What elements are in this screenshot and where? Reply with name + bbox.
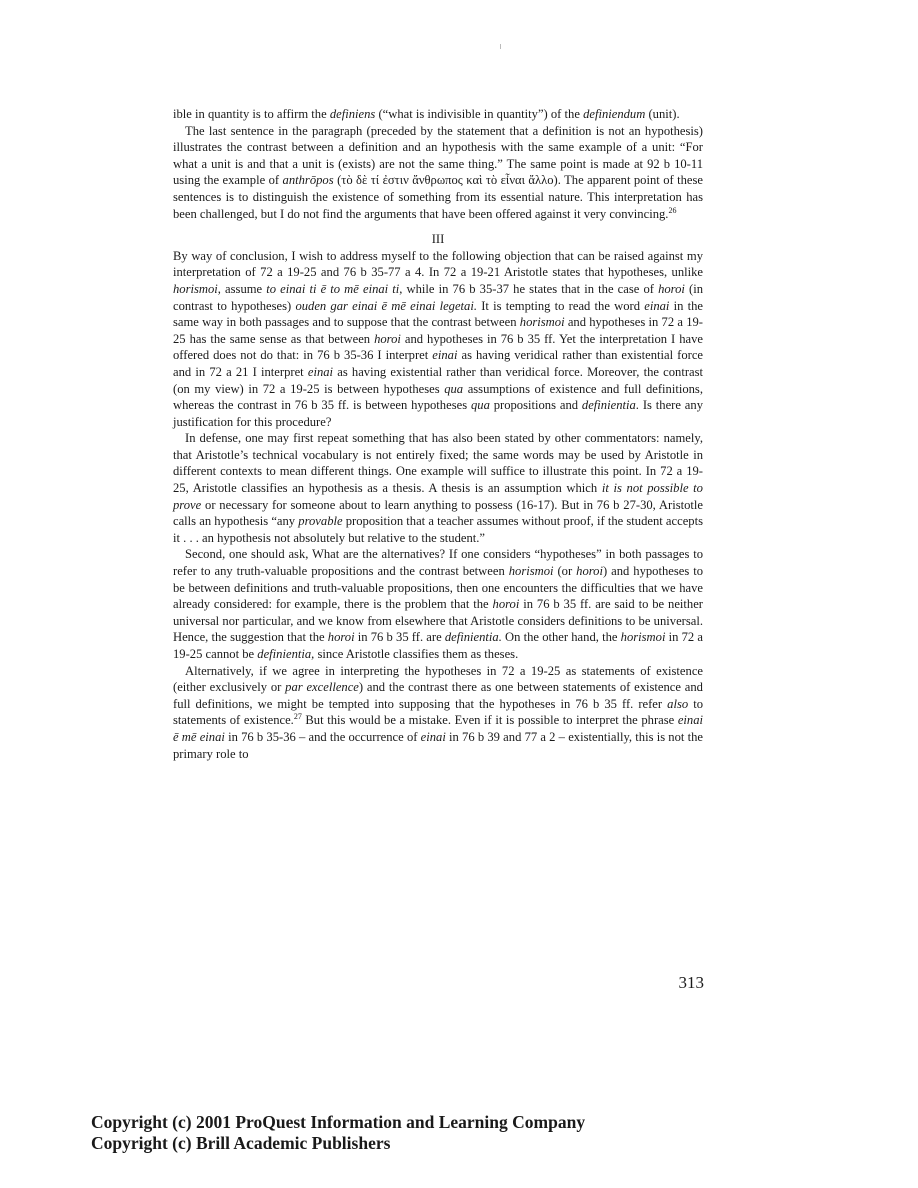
copyright-line-1: Copyright (c) 2001 ProQuest Information and Learning Company (91, 1112, 586, 1132)
paragraph-3: By way of conclusion, I wish to address myself to the following objection that can be raised against my interpretation of 72 a 19-25 and 76 b 35-77 a 4. In 72 a 19-21 Aristotle states that hypotheses, unlike horismoi, assume to einai ti ē to mē einai ti, while in 76 b 35-37 he states that in the case of horoi (in contrast to hypotheses) ouden gar einai ē mē einai legetai. It is tempting to read the word einai in the same way in both passages and to suppose that the contrast between horismoi and hypotheses in 72 a 19-25 has the same sense as that between horoi and hypotheses in 76 b 35 ff. Yet the interpretation I have offered does not do that: in 76 b 35-36 I interpret einai as having veridical rather than existential force and in 72 a 21 I interpret einai as having existential rather than veridical force. Moreover, the contrast (on my view) in 72 a 19-25 is between hypotheses qua assumptions of existence and full definitions, whereas the contrast in 76 b 35 ff. is between hypotheses qua propositions and definientia. Is there any justification for this procedure? (173, 248, 704, 429)
paragraph-1: ible in quantity is to affirm the definiens (“what is indivisible in quantity”) of the definiendum (unit). (173, 107, 680, 121)
paragraph-4: In defense, one may first repeat something that has also been stated by other commentators: namely, that Aristotle’s technical vocabulary is not entirely fixed; the same words may be used by Aristotle in different contexts to mean different things. One example will suffice to illustrate this point. In 72 a 19-25, Aristotle classifies an hypothesis as a thesis. A thesis is an assumption which it is not possible to prove or necessary for someone about to learn anything to possess (16-17). But in 76 b 27-30, Aristotle calls an hypothesis “any provable proposition that a teacher assumes without proof, if the student accepts it . . . an hypothesis not absolutely but relative to the student.” (173, 431, 703, 545)
scan-mark (500, 44, 501, 49)
body-text (173, 106, 703, 762)
paragraph-5: Second, one should ask, What are the alternatives? If one considers “hypotheses” in both passages to refer to any truth-valuable propositions and the contrast between horismoi (or horoi) and hypotheses to be between definitions and truth-valuable propositions, then one encounters the difficulties that we have already considered: for example, there is the problem that the horoi in 76 b 35 ff. are said to be neither universal nor particular, and we know from elsewhere that Aristotle considers definitions to be universal. Hence, the suggestion that the horoi in 76 b 35 ff. are definientia. On the other hand, the horismoi in 72 a 19-25 cannot be definientia, since Aristotle classifies them as theses. (173, 547, 703, 661)
paragraph-2: The last sentence in the paragraph (preceded by the statement that a definition is not an hypothesis) illustrates the contrast between a definition and an hypothesis with the same example of a unit: “For what a unit is and that a unit is (exists) are not the same thing.” The same point is made at 92 b 10-11 using the example of anthrōpos (τὸ δὲ τί ἐστιν ἄνθρωπος καὶ τὸ εἶναι ἄλλο). The apparent point of these sentences is to distinguish the existence of something from its essential nature. This interpretation has been challenged, but I do not find the arguments that have been offered against it very convincing.$^{26}$ (173, 123, 703, 221)
page-number: 313 (678, 973, 704, 992)
copyright-line-2: Copyright (c) Brill Academic Publishers (91, 1133, 391, 1153)
paragraph-6: Alternatively, if we agree in interpreting the hypotheses in 72 a 19-25 as statements of existence (either exclusively or par excellence) and the contrast there as one between statements of existence and full definitions, we might be tempted into supposing that the hypotheses in 76 b 35 ff. refer also to statements of existence.$^{27}$ But this would be a mistake. Even if it is possible to interpret the phrase einai ē mē einai in 76 b 35-36 – and the occurrence of einai in 76 b 39 and 77 a 2 – existentially, this is not the primary role to (173, 663, 704, 761)
footnote-ref-27: 27 (293, 712, 302, 722)
footnote-ref-26: 26 (668, 205, 677, 215)
section-heading: III (431, 232, 445, 247)
